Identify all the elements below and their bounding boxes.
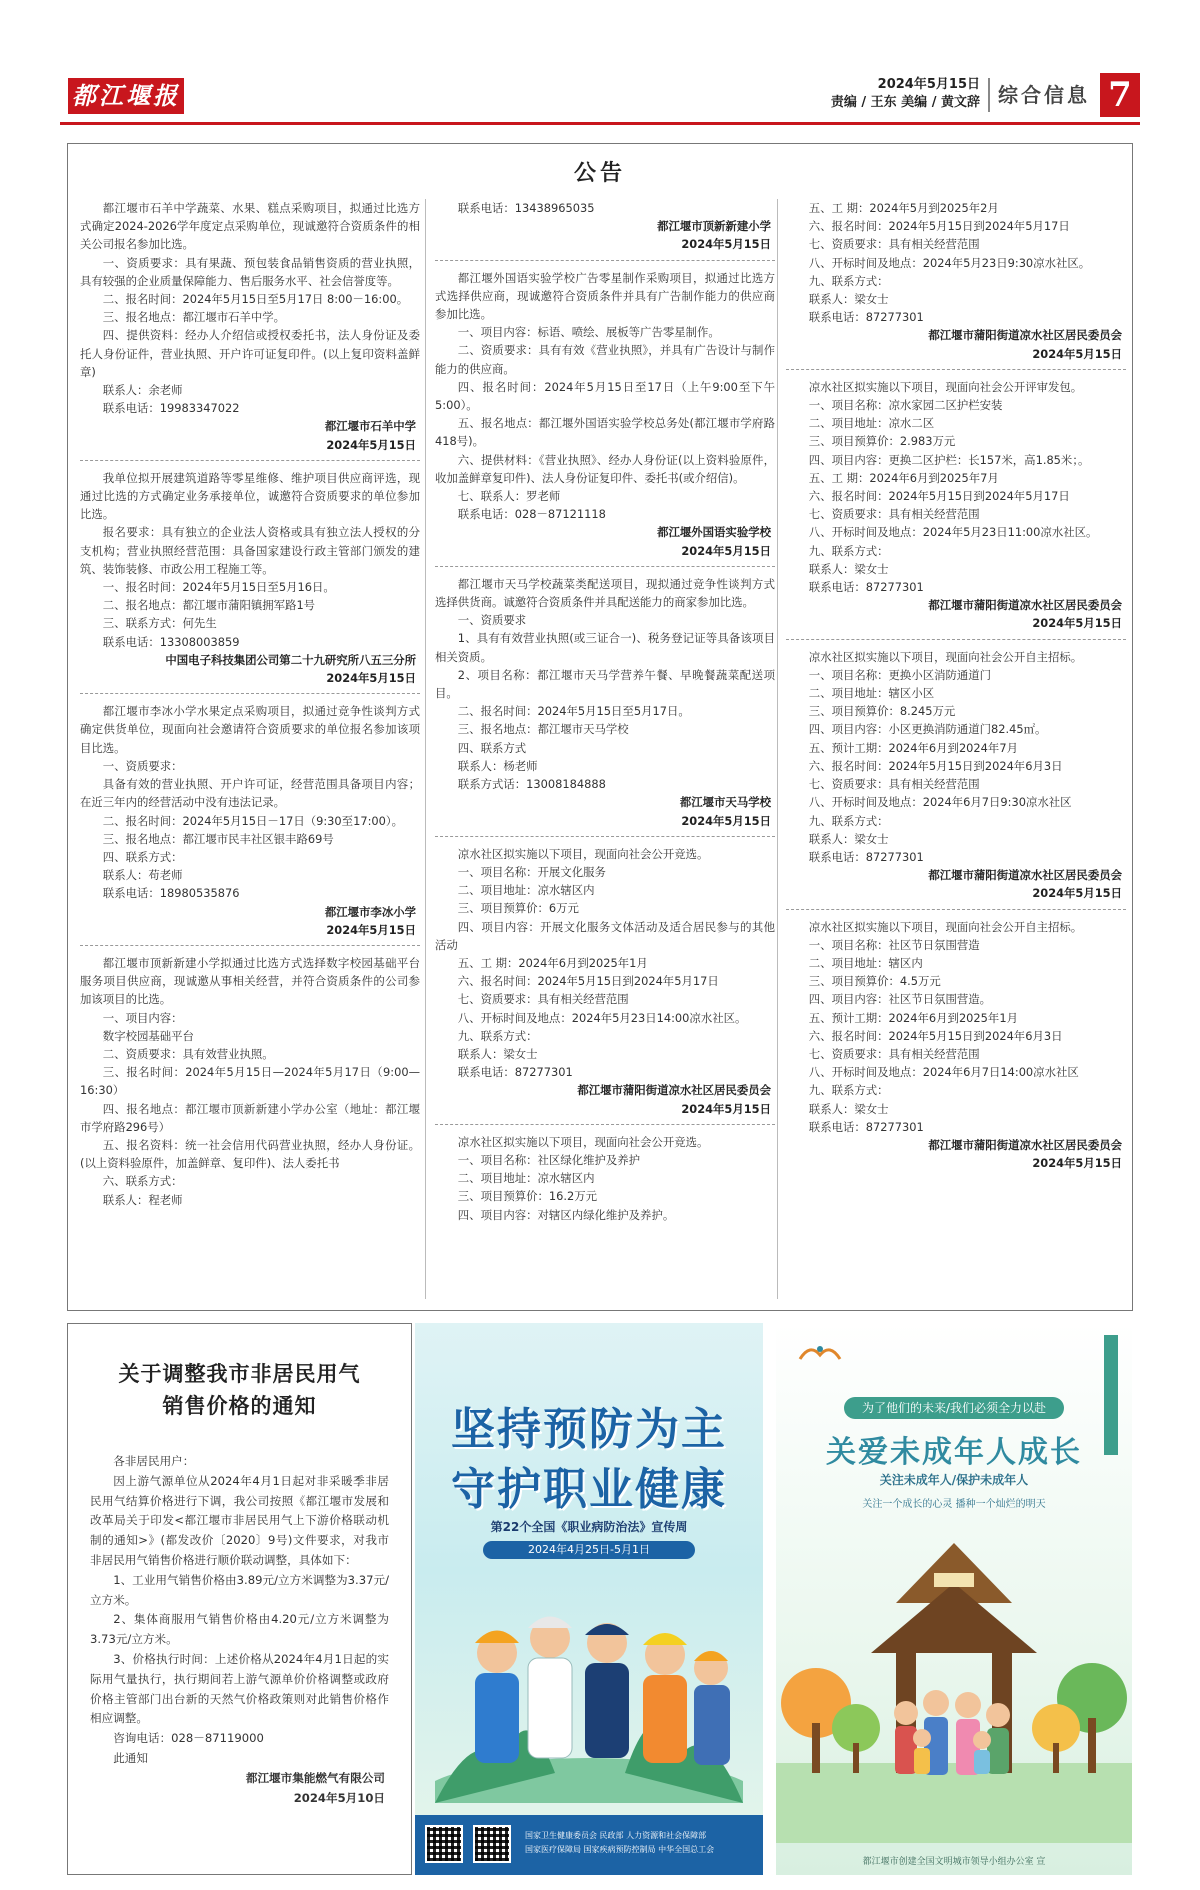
announcement-paragraph: 六、报名时间：2024年5月15日到2024年5月17日 [808, 219, 1070, 234]
announcement-paragraph: 八、开标时间及地点：2024年5月23日9:30凉水社区。 [808, 255, 1091, 270]
gas-notice-title [90, 1358, 389, 1422]
announcement-paragraph: 七、资质要求：具有相关经营范围 [808, 237, 980, 252]
announcement-paragraph: 三、项目预算价：8.245万元 [808, 704, 956, 719]
gas-notice-title-line: 关于调整我市非居民用气 [118, 1361, 361, 1386]
announcement-paragraph: 二、报名时间：2024年5月15日－17日（9:30至17:00）。 [102, 813, 403, 828]
announcement-paragraph: 五、预计工期：2024年6月到2024年7月 [808, 740, 1018, 755]
announcement-paragraph: 四、项目内容：小区更换消防通道门82.45㎡。 [808, 722, 1047, 737]
announcement-paragraph: 四、项目内容：开展文化服务文体活动及适合居民参与的其他活动 [435, 919, 775, 952]
announcement-paragraph: 一、报名时间：2024年5月15日至5月16日。 [102, 580, 335, 595]
gas-notice-paragraph: 1、工业用气销售价格由3.89元/立方米调整为3.37元/立方米。 [90, 1572, 389, 1607]
poster1-organizer-line: 国家卫生健康委员会 民政部 人力资源和社会保障部 [525, 1831, 707, 1840]
announcement-paragraph: 四、报名时间：2024年5月15日至17日（上午9:00至下午5:00）。 [435, 379, 775, 413]
announcement-paragraph: 二、项目地址：凉水辖区内 [457, 1171, 595, 1186]
announcement-paragraph: 二、资质要求：具有效营业执照。 [102, 1046, 274, 1061]
announcement-paragraph: 四、项目内容：更换二区护栏：长157米，高1.85米；。 [808, 452, 1090, 467]
announcement-paragraph: 八、开标时间及地点：2024年6月7日14:00凉水社区 [808, 1065, 1079, 1080]
announcement-paragraph: 四、联系方式： [102, 849, 183, 864]
announcement-paragraph: 七、联系人：罗老师 [457, 489, 561, 504]
poster2-subtitle: 关注未成年人/保护未成年人 [879, 1473, 1029, 1487]
announcement-item [80, 199, 420, 461]
announcement-item [80, 469, 420, 694]
announcement-paragraph: 联系人：梁女士 [808, 831, 889, 846]
announcement-item [435, 1133, 775, 1230]
announcement-paragraph: 联系电话：13438965035 [457, 201, 595, 215]
poster1-headline: 坚持预防为主 [451, 1404, 727, 1455]
announcement-item [80, 954, 420, 1215]
announcement-paragraph: 六、联系方式： [102, 1174, 183, 1189]
announcement-paragraph: 六、报名时间：2024年5月15日到2024年6月3日 [808, 758, 1063, 773]
minors-care-poster [776, 1323, 1132, 1875]
masthead [60, 70, 1140, 125]
poster1-date: 2024年4月25日-5月1日 [483, 1541, 695, 1559]
announcement-column-2 [435, 199, 775, 1238]
announcement-paragraph: 都江堰市李冰小学水果定点采购项目，拟通过竞争性谈判方式确定供货单位，现面向社会邀请符合资质要求的单位报名参加该项目比选。 [80, 704, 420, 755]
announcement-paragraph: 联系人：苟老师 [102, 868, 183, 883]
announcement-paragraph: 二、项目地址：凉水辖区内 [457, 883, 595, 898]
announcement-signature: 都江堰市李冰小学 [324, 904, 416, 919]
announcement-title: 公告 [573, 160, 626, 186]
gas-notice-title-line: 销售价格的通知 [162, 1393, 317, 1418]
qr-code-icon [425, 1825, 463, 1863]
announcement-paragraph: 二、项目地址：凉水二区 [808, 416, 935, 431]
announcement-paragraph: 九、联系方式： [808, 543, 889, 558]
announcement-paragraph: 数字校园基础平台 [102, 1028, 194, 1043]
announcement-paragraph: 五、报名地点：都江堰外国语实验学校总务处(都江堰市学府路418号)。 [435, 416, 775, 449]
announcement-signature: 都江堰市顶新新建小学 [657, 219, 771, 234]
announcement-paragraph: 九、联系方式： [457, 1028, 538, 1043]
gas-notice-signature: 都江堰市集能燃气有限公司 [245, 1770, 385, 1785]
announcement-paragraph: 五、报名资料：统一社会信用代码营业执照，经办人身份证。(以上资料验原件，加盖鲜章、复印件)、法人委托书 [80, 1137, 420, 1171]
announcement-column-3 [786, 199, 1126, 1186]
workers-illustration [435, 1573, 743, 1803]
announcement-paragraph: 三、报名地点：都江堰市石羊中学。 [102, 310, 286, 325]
announcement-item [435, 575, 775, 837]
announcement-paragraph: 联系电话：87277301 [808, 580, 924, 595]
announcement-paragraph: 凉水社区拟实施以下项目，现面向社会公开竞选。 [457, 846, 709, 861]
announcement-paragraph: 六、报名时间：2024年5月15日到2024年5月17日 [808, 489, 1070, 504]
announcement-box [67, 143, 1133, 1311]
announcement-paragraph: 六、提供材料：《营业执照》、经办人身份证(以上资料验原件，收加盖鲜章复印件)、法人身份证复印件、委托书(或介绍信)。 [435, 452, 775, 485]
announcement-paragraph: 联系人：梁女士 [808, 561, 889, 576]
announcement-paragraph: 一、资质要求： [102, 758, 183, 773]
announcement-signature: 都江堰市蒲阳街道凉水社区居民委员会 [928, 598, 1122, 613]
poster2-footer: 都江堰市创建全国文明城市领导小组办公室 宣 [862, 1857, 1046, 1867]
announcement-signature: 都江堰市天马学校 [679, 795, 771, 810]
announcement-paragraph: 三、报名时间：2024年5月15日—2024年5月17日（9:00—16:30） [80, 1065, 420, 1098]
poster1-footer [415, 1815, 763, 1875]
announcement-paragraph: 三、项目预算价：6万元 [457, 901, 579, 916]
issue-meta [831, 76, 980, 112]
announcement-paragraph: 联系人：梁女士 [457, 1046, 538, 1061]
occupational-health-poster [415, 1323, 763, 1875]
announcement-paragraph: 六、报名时间：2024年5月15日到2024年5月17日 [457, 974, 719, 989]
announcement-paragraph: 一、项目内容： [102, 1010, 183, 1025]
announcement-paragraph: 都江堰市天马学校蔬菜类配送项目，现拟通过竞争性谈判方式选择供货商。诚邀符合资质条件并具配送能力的商家参加比选。 [435, 576, 775, 610]
announcement-signature: 2024年5月15日 [1032, 1156, 1122, 1171]
announcement-column-1 [80, 199, 420, 1223]
announcement-paragraph: 五、工 期：2024年6月到2025年7月 [808, 470, 999, 485]
announcement-paragraph: 一、项目名称：社区绿化维护及养护 [457, 1152, 641, 1167]
announcement-signature: 2024年5月15日 [681, 1101, 771, 1116]
poster2-tagline: 为了他们的未来/我们必须全力以赴 [844, 1397, 1064, 1419]
announcement-paragraph: 联系方式话：13008184888 [457, 777, 606, 792]
announcement-signature: 2024年5月15日 [326, 671, 416, 686]
section-name: 综合信息 [998, 83, 1090, 107]
announcement-paragraph: 都江堰市顶新新建小学拟通过比选方式选择数字校园基础平台服务项目供应商，现诚邀从事相关经营，并符合资质条件的公司参加该项目的比选。 [80, 955, 420, 1007]
announcement-signature: 2024年5月15日 [681, 237, 771, 252]
gas-price-notice [67, 1323, 412, 1875]
announcement-signature: 都江堰市石羊中学 [324, 419, 416, 434]
poster1-organizers [525, 1829, 755, 1857]
announcement-item [435, 845, 775, 1125]
announcement-paragraph: 九、联系方式： [808, 813, 889, 828]
announcement-paragraph: 四、报名地点：都江堰市顶新新建小学办公室（地址：都江堰市学府路296号） [80, 1101, 420, 1134]
family-illustration [776, 1533, 1132, 1843]
announcement-paragraph: 八、开标时间及地点：2024年5月23日14:00凉水社区。 [457, 1010, 747, 1025]
announcement-paragraph: 五、工 期：2024年5月到2025年2月 [808, 201, 999, 215]
announcement-paragraph: 一、项目内容：标语、喷绘、展板等广告零星制作。 [457, 325, 720, 340]
poster2-title: 关爱未成年人成长 [826, 1435, 1082, 1470]
announcement-paragraph: 七、资质要求：具有相关经营范围 [808, 507, 980, 522]
announcement-paragraph: 联系电话：19983347022 [102, 401, 240, 416]
announcement-signature: 中国电子科技集团公司第二十九研究所八五三分所 [165, 652, 416, 667]
announcement-paragraph: 五、工 期：2024年6月到2025年1月 [457, 955, 648, 970]
announcement-paragraph: 五、预计工期：2024年6月到2025年1月 [808, 1010, 1018, 1025]
gas-notice-paragraph: 2、集体商服用气销售价格由4.20元/立方米调整为3.73元/立方米。 [90, 1612, 389, 1647]
announcement-paragraph: 三、项目预算价：2.983万元 [808, 434, 956, 449]
announcement-signature: 2024年5月15日 [1032, 346, 1122, 361]
announcement-paragraph: 二、项目地址：辖区内 [808, 955, 923, 970]
announcement-signature: 都江堰市蒲阳街道凉水社区居民委员会 [928, 868, 1122, 883]
announcement-paragraph: 三、项目预算价：4.5万元 [808, 974, 941, 989]
qr-code-icon [473, 1825, 511, 1863]
announcement-paragraph: 八、开标时间及地点：2024年5月23日11:00凉水社区。 [808, 525, 1098, 540]
announcement-paragraph: 我单位拟开展建筑道路等零星维修、维护项目供应商评选，现通过比选的方式确定业务承接单位，诚邀符合资质要求的单位参加比选。 [80, 470, 420, 522]
announcement-paragraph: 联系人：杨老师 [457, 758, 538, 773]
announcement-item [435, 269, 775, 567]
announcement-paragraph: 都江堰外国语实验学校广告零星制作采购项目，拟通过比选方式选择供应商，现诚邀符合资质条件并具有广告制作能力的供应商参加比选。 [435, 270, 775, 322]
announcement-item [435, 199, 775, 261]
announcement-paragraph: 四、项目内容：对辖区内绿化维护及养护。 [457, 1207, 675, 1222]
announcement-paragraph: 联系电话：87277301 [808, 310, 924, 325]
announcement-paragraph: 三、项目预算价：16.2万元 [457, 1189, 598, 1204]
poster1-subtitle: 第22个全国《职业病防治法》宣传周 [490, 1520, 688, 1534]
announcement-paragraph: 四、提供资料：经办人介绍信或授权委托书，法人身份证及委托人身份证件，营业执照、开户许可证复印件。(以上复印资料盖鲜章) [80, 328, 420, 379]
announcement-item [786, 648, 1126, 910]
announcement-paragraph: 联系电话：13308003859 [102, 634, 240, 649]
announcement-item [786, 918, 1126, 1179]
announcement-item [786, 378, 1126, 640]
announcement-paragraph: 三、报名地点：都江堰市天马学校 [457, 722, 629, 737]
gas-notice-signature: 2024年5月10日 [293, 1790, 385, 1805]
announcement-paragraph: 四、联系方式 [457, 740, 527, 755]
announcement-item [80, 702, 420, 946]
announcement-signature: 都江堰市蒲阳街道凉水社区居民委员会 [928, 1137, 1122, 1152]
announcement-paragraph: 联系人：梁女士 [808, 292, 889, 307]
announcement-paragraph: 凉水社区拟实施以下项目，现面向社会公开竞选。 [457, 1134, 709, 1149]
announcement-paragraph: 二、报名地点：都江堰市蒲阳镇拥军路1号 [102, 598, 316, 613]
announcement-paragraph: 二、项目地址：辖区小区 [808, 686, 935, 701]
announcement-paragraph: 凉水社区拟实施以下项目，现面向社会公开自主招标。 [808, 649, 1083, 664]
announcement-paragraph: 2、项目名称：都江堰市天马学营养午餐、早晚餐蔬菜配送项目。 [435, 667, 775, 701]
logo-icon [798, 1341, 842, 1366]
gas-notice-paragraph: 咨询电话：028－87119000 [113, 1731, 264, 1746]
announcement-paragraph: 四、项目内容：社区节日氛围营造。 [808, 992, 992, 1007]
announcement-paragraph: 联系人：程老师 [102, 1192, 183, 1207]
column-rule [425, 199, 426, 1299]
announcement-paragraph: 联系人：余老师 [102, 383, 183, 398]
announcement-paragraph: 二、资质要求：具有有效《营业执照》，并具有广告设计与制作能力的供应商。 [435, 343, 775, 376]
announcement-paragraph: 凉水社区拟实施以下项目，现面向社会公开评审发包。 [808, 379, 1083, 394]
announcement-paragraph: 联系电话：028－87121118 [457, 507, 606, 522]
announcement-signature: 2024年5月15日 [326, 922, 416, 937]
announcement-paragraph: 九、联系方式： [808, 1083, 889, 1098]
poster2-slogan: 关注一个成长的心灵 播种一个灿烂的明天 [862, 1499, 1046, 1510]
announcement-paragraph: 七、资质要求：具有相关经营范围 [808, 777, 980, 792]
announcement-paragraph: 九、联系方式： [808, 273, 889, 288]
announcement-paragraph: 联系电话：87277301 [457, 1065, 573, 1080]
announcement-paragraph: 1、具有有效营业执照(或三证合一)、税务登记证等具备该项目相关资质。 [435, 631, 775, 664]
announcement-paragraph: 联系电话：87277301 [808, 849, 924, 864]
gas-notice-greeting: 各非居民用户： [113, 1454, 195, 1468]
gas-notice-body [90, 1452, 389, 1808]
announcement-paragraph: 具备有效的营业执照、开户许可证，经营范围具备项目内容；在近三年内的经营活动中没有违法记录。 [80, 777, 420, 810]
announcement-paragraph: 一、项目名称：更换小区消防通道门 [808, 667, 992, 682]
gas-notice-paragraph: 因上游气源单位从2024年4月1日起对非采暖季非居民用气结算价格进行下调，我公司按照《都江堰市发展和改革局关于印发<都江堰市非居民用气上下游价格联动机制的通知>》(都发改价〔2020〕9号)文件要求，对我市非居民用气销售价格进行顺价联动调整，具体如下： [90, 1473, 389, 1567]
announcement-paragraph: 二、报名时间：2024年5月15日至5月17日。 [457, 704, 690, 719]
masthead-rule [60, 122, 1140, 125]
announcement-paragraph: 二、报名时间：2024年5月15日至5月17日 8:00－16:00。 [102, 292, 409, 307]
column-rule [777, 199, 778, 1299]
announcement-paragraph: 八、开标时间及地点：2024年6月7日9:30凉水社区 [808, 795, 1072, 810]
announcement-signature: 2024年5月15日 [681, 813, 771, 828]
newspaper-logo: 都江堰报 [68, 78, 184, 114]
announcement-paragraph: 一、资质要求：具有果蔬、预包装食品销售资质的营业执照，具有较强的企业质量保障能力、售后服务水平、社会信誉度等。 [80, 255, 420, 288]
announcement-paragraph: 凉水社区拟实施以下项目，现面向社会公开自主招标。 [808, 919, 1083, 934]
announcement-paragraph: 一、资质要求 [457, 613, 527, 628]
announcement-paragraph: 联系电话：87277301 [808, 1119, 924, 1134]
announcement-signature: 2024年5月15日 [681, 543, 771, 558]
announcement-paragraph: 三、报名地点：都江堰市民丰社区银丰路69号 [102, 831, 334, 846]
page-number: 7 [1100, 73, 1140, 117]
editors: 责编 / 王东 美编 / 黄文辞 [830, 95, 980, 110]
announcement-paragraph: 报名要求：具有独立的企业法人资格或具有独立法人授权的分支机构；营业执照经营范围：具备国家建设行政主管部门颁发的建筑、装饰装修、市政公用工程施工等。 [80, 525, 420, 576]
announcement-paragraph: 都江堰市石羊中学蔬菜、水果、糕点采购项目，拟通过比选方式确定2024-2026学年度定点采购单位，现诚邀符合资质条件的相关公司报名参加比选。 [80, 201, 420, 252]
announcement-paragraph: 一、项目名称：凉水家园二区护栏安装 [808, 398, 1003, 413]
masthead-divider [988, 78, 990, 112]
announcement-paragraph: 七、资质要求：具有相关经营范围 [808, 1046, 980, 1061]
announcement-signature: 2024年5月15日 [1032, 616, 1122, 631]
gas-notice-paragraph: 3、价格执行时间：上述价格从2024年4月1日起的实际用气量执行，执行期间若上游气源单价价格调整或政府价格主管部门出台新的天然气价格政策则对此销售价格作相应调整。 [90, 1651, 389, 1726]
announcement-signature: 2024年5月15日 [1032, 886, 1122, 901]
announcement-item [786, 199, 1126, 370]
announcement-paragraph: 七、资质要求：具有相关经营范围 [457, 992, 629, 1007]
announcement-signature: 2024年5月15日 [326, 437, 416, 452]
announcement-signature: 都江堰市蒲阳街道凉水社区居民委员会 [577, 1083, 771, 1098]
announcement-signature: 都江堰外国语实验学校 [657, 525, 771, 540]
announcement-paragraph: 一、项目名称：社区节日氛围营造 [808, 937, 980, 952]
gas-notice-paragraph: 此通知 [113, 1750, 148, 1765]
poster1-organizer-line: 国家医疗保障局 国家疾病预防控制局 中华全国总工会 [525, 1845, 715, 1854]
issue-date: 2024年5月15日 [877, 77, 980, 92]
announcement-paragraph: 联系电话：18980535876 [102, 886, 240, 901]
poster1-headline: 守护职业健康 [451, 1464, 727, 1515]
announcement-signature: 都江堰市蒲阳街道凉水社区居民委员会 [928, 328, 1122, 343]
announcement-paragraph: 联系人：梁女士 [808, 1101, 889, 1116]
announcement-paragraph: 六、报名时间：2024年5月15日到2024年6月3日 [808, 1028, 1063, 1043]
announcement-paragraph: 一、项目名称：开展文化服务 [457, 864, 606, 879]
announcement-paragraph: 三、联系方式：何先生 [102, 616, 217, 631]
